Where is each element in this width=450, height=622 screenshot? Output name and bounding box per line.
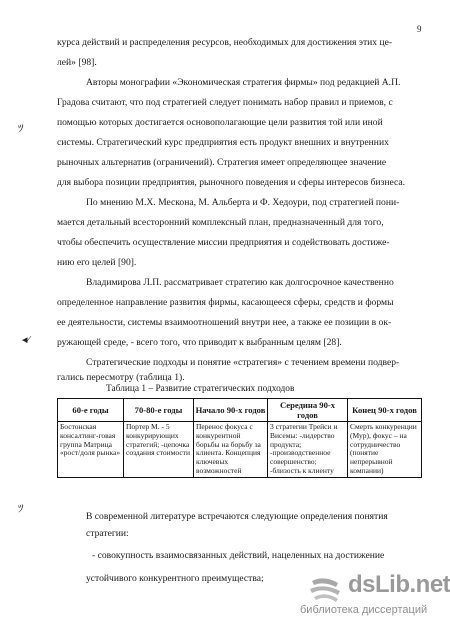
table-header-row (58, 399, 422, 422)
body-line: чтобы обеспечить осуществление миссии предприятия и содействовать достиже- (57, 237, 390, 248)
watermark-subtitle: библиотека диссертаций (300, 604, 428, 616)
body-line: рыночных альтернатив (ограничений). Стратегия имеет определяющее значение (57, 157, 387, 168)
body-line: помощью которых достигается основополагающие цели развития той или иной (57, 117, 383, 128)
body-line: лей» [98]. (57, 57, 97, 68)
body-line: - совокупность взаимосвязанных действий, нацеленных на достижение (92, 550, 385, 561)
margin-mark-2: ◂⁄ (22, 334, 30, 346)
body-line: системы. Стратегический курс предприятия есть продукт внешних и внутренних (57, 137, 389, 148)
table-cell: 3 стратегии Трейси и Висемы: -лидерство продукта; -производственное совершенство; -близость к клиенту (268, 422, 348, 478)
body-line: Авторы монографии «Экономическая стратегия фирмы» под редакцией А.П. (86, 77, 401, 88)
body-line: Стратегические подходы и понятие «стратегия» с течением времени подвер- (86, 357, 400, 368)
margin-mark-1: ﾂ (18, 123, 24, 135)
page-number: 9 (417, 24, 422, 34)
table-cell: Перенос фокуса с конкурентной борьбы на борьбу за клиента. Концепция ключевых возможностей (194, 422, 268, 478)
table-header: Середина 90-х годов (268, 399, 348, 422)
table-caption: Таблица 1 – Развитие стратегических подходов (106, 384, 295, 394)
body-line: гались пересмотру (таблица 1). (57, 372, 185, 383)
table-header: 60-е годы (58, 399, 124, 422)
table-cell: Бостонская консалтинг-говая группа Матрица «рост/доля рынка» (58, 422, 124, 478)
body-line: Градова считают, что под стратегией следует понимать набор правил и приемов, с (57, 97, 393, 108)
body-line: В современной литературе встречаются следующие определения понятия (86, 511, 388, 522)
body-line: устойчивого конкурентного преимущества; (86, 573, 264, 584)
table-header: Начало 90-х годов (194, 399, 268, 422)
body-line: мается детальный всесторонний комплексный план, предназначенный для того, (57, 217, 384, 228)
body-line: курса действий и распределения ресурсов, необходимых для достижения этих це- (57, 37, 393, 48)
body-line: ее деятельности, системы взаимоотношений внутри нее, а также ее позиции в ок- (57, 317, 392, 328)
body-line: Владимирова Л.П. рассматривает стратегию как долгосрочное качественно (86, 277, 394, 288)
table-cell: Смерть конкуренции (Мур), фокус – на сотрудничество (понятие непрерывной компании) (348, 422, 422, 478)
body-line: для выбора позиции предприятия, рыночного поведения и сферы интересов бизнеса. (57, 177, 406, 188)
body-line: ружающей среде, - всего того, что приводит к выбранным целям [28]. (57, 337, 342, 348)
watermark-title: dsLib.net (348, 571, 450, 598)
margin-mark-3: ﾂ (18, 503, 24, 515)
strategy-development-table (57, 398, 422, 478)
body-line: определенное направление развития фирмы, касающееся сферы, средств и формы (57, 297, 394, 308)
table-cell: Портер М. - 5 конкурирующих стратегий; -цепочка создания стоимости (124, 422, 194, 478)
table-row (58, 422, 422, 478)
table-header: Конец 90-х годов (348, 399, 422, 422)
watermark (300, 571, 450, 622)
dslib-logo-icon (308, 577, 344, 603)
body-line: нию его целей [90]. (57, 257, 137, 268)
body-line: По мнению М.Х. Мескона, М. Альберта и Ф. Хедоури, под стратегией пони- (86, 197, 400, 208)
body-line: стратегии: (86, 528, 129, 539)
table-header: 70-80-е годы (124, 399, 194, 422)
